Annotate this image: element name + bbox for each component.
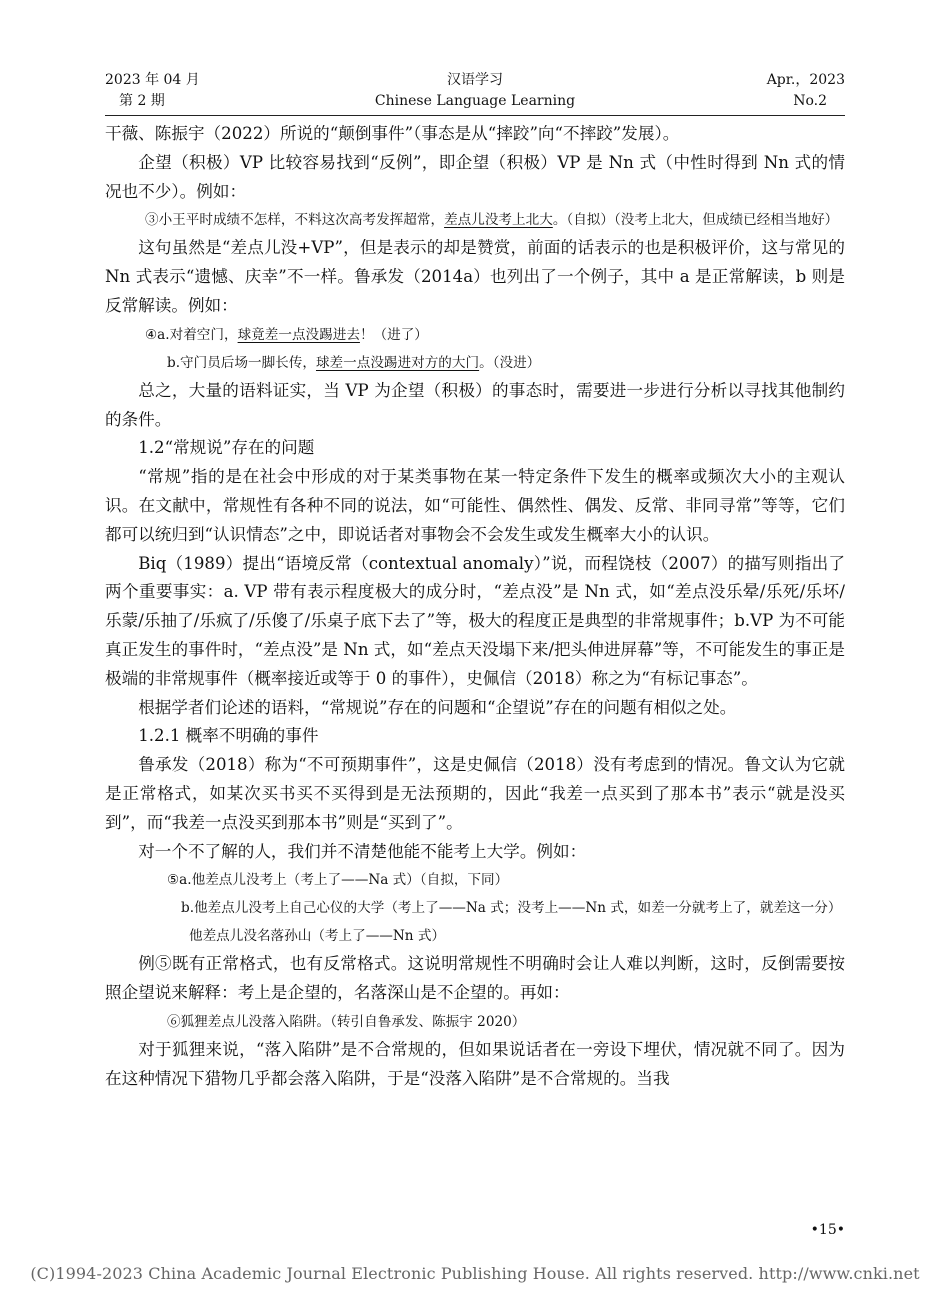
header-date-en: Apr.，2023 xyxy=(766,72,845,88)
paragraph: 对一个不了解的人，我们并不清楚他能不能考上大学。例如： xyxy=(138,841,587,861)
example-4a: ④a.对着空门，球竟差一点没踢进去！（进了） xyxy=(145,326,428,343)
header-date: 2023 年 04 月 xyxy=(105,72,200,88)
page-number: •15• xyxy=(810,1222,845,1238)
header-rule xyxy=(105,115,845,116)
header-center xyxy=(105,70,845,112)
example-5a: ⑤a.他差点儿没考上（考上了——Na 式）（自拟，下同） xyxy=(167,872,509,889)
underlined-phrase: 球差一点没踢进对方的大门 xyxy=(315,354,480,371)
example-3: ③小王平时成绩不怎样，不料这次高考发挥超常，差点儿没考上北大。（自拟）（没考上北大，但成绩已经相当地好） xyxy=(145,212,839,229)
example-4b: b.守门员后场一脚长传，球差一点没踢进对方的大门。（没进） xyxy=(167,354,541,371)
paragraph: 总之，大量的语料证实，当 VP 为企望（积极）的事态时，需要进一步进行分析以寻找其他制约的条件。 xyxy=(105,380,845,429)
article-body xyxy=(105,120,845,1094)
header-issue: 第 2 期 xyxy=(119,93,165,109)
paragraph: 根据学者们论述的语料，“常规说”存在的问题和“企望说”存在的问题有相似之处。 xyxy=(138,697,737,717)
example-5c: 他差点儿没名落孙山（考上了——Nn 式） xyxy=(189,928,446,945)
paragraph: 干薇、陈振宇（2022）所说的“颠倒事件”（事态是从“摔跤”向“不摔跤”发展）。 xyxy=(105,124,680,143)
underlined-phrase: 球竟差一点没踢进去 xyxy=(237,326,360,343)
underlined-phrase: 差点儿没考上北大 xyxy=(444,212,553,229)
paragraph: 鲁承发（2018）称为“不可预期事件”，这是史佩信（2018）没有考虑到的情况。鲁文认为它就是正常格式，如某次买书买不买得到是无法预期的，因此“我差一点买到了那本书”表示“就是没买到”，而“我差一点没买到那本书”则是“买到了”。 xyxy=(105,755,845,832)
header-issue-en: No.2 xyxy=(793,93,827,109)
paragraph: 例⑤既有正常格式，也有反常格式。这说明常规性不明确时会让人难以判断，这时，反倒需要按照企望说来解释：考上是企望的，名落深山是不企望的。再如： xyxy=(105,954,845,1003)
section-heading: 1.2.1 概率不明确的事件 xyxy=(138,726,319,746)
running-header xyxy=(105,70,845,116)
paragraph: 对于狐狸来说，“落入陷阱”是不合常规的，但如果说话者在一旁设下埋伏，情况就不同了。因为在这种情况下猎物几乎都会落入陷阱，于是“没落入陷阱”是不合常规的。当我 xyxy=(105,1039,845,1088)
journal-title: 汉语学习 xyxy=(447,72,503,88)
section-heading: 1.2“常规说”存在的问题 xyxy=(138,438,315,458)
journal-subtitle: Chinese Language Learning xyxy=(374,93,576,109)
copyright-notice: (C)1994-2023 China Academic Journal Electronic Publishing House. All rights reserved. http://www.cnki.net xyxy=(30,1264,920,1283)
example-6: ⑥狐狸差点儿没落入陷阱。（转引自鲁承发、陈振宇 2020） xyxy=(167,1013,526,1030)
paragraph: 企望（积极）VP 比较容易找到“反例”，即企望（积极）VP 是 Nn 式（中性时得到 Nn 式的情况也不少）。例如： xyxy=(105,152,845,201)
paragraph: Biq（1989）提出“语境反常（contextual anomaly）”说，而程饶枝（2007）的描写则指出了两个重要事实：a. VP 带有表示程度极大的成分时，“差点没”是 Nn 式，如“差点没乐晕/乐死/乐坏/乐蒙/乐抽了/乐疯了/乐傻了/乐桌子底下去了”等，极大的程度正是典型的非常规事件；b.VP 为不可能真正发生的事件时，“差点没”是 Nn 式，如“差点天没塌下来/把头伸进屏幕”等，不可能发生的事正是极端的非常规事件（概率接近或等于 0 的事件），史佩信（2018）称之为“有标记事态”。 xyxy=(105,553,845,688)
paragraph: “常规”指的是在社会中形成的对于某类事物在某一特定条件下发生的概率或频次大小的主观认识。在文献中，常规性有各种不同的说法，如“可能性、偶然性、偶发、反常、非同寻常”等等，它们都可以统归到“认识情态”之中，即说话者对事物会不会发生或发生概率大小的认识。 xyxy=(105,467,845,544)
paragraph: 这句虽然是“差点儿没+VP”，但是表示的却是赞赏，前面的话表示的也是积极评价，这与常见的 Nn 式表示“遗憾、庆幸”不一样。鲁承发（2014a）也列出了一个例子，其中 a 是正常解读，b 则是反常解读。例如： xyxy=(105,238,845,315)
example-5b: b.他差点儿没考上自己心仪的大学（考上了——Na 式；没考上——Nn 式，如差一分就考上了，就差这一分） xyxy=(181,900,842,917)
header-right xyxy=(767,70,845,112)
